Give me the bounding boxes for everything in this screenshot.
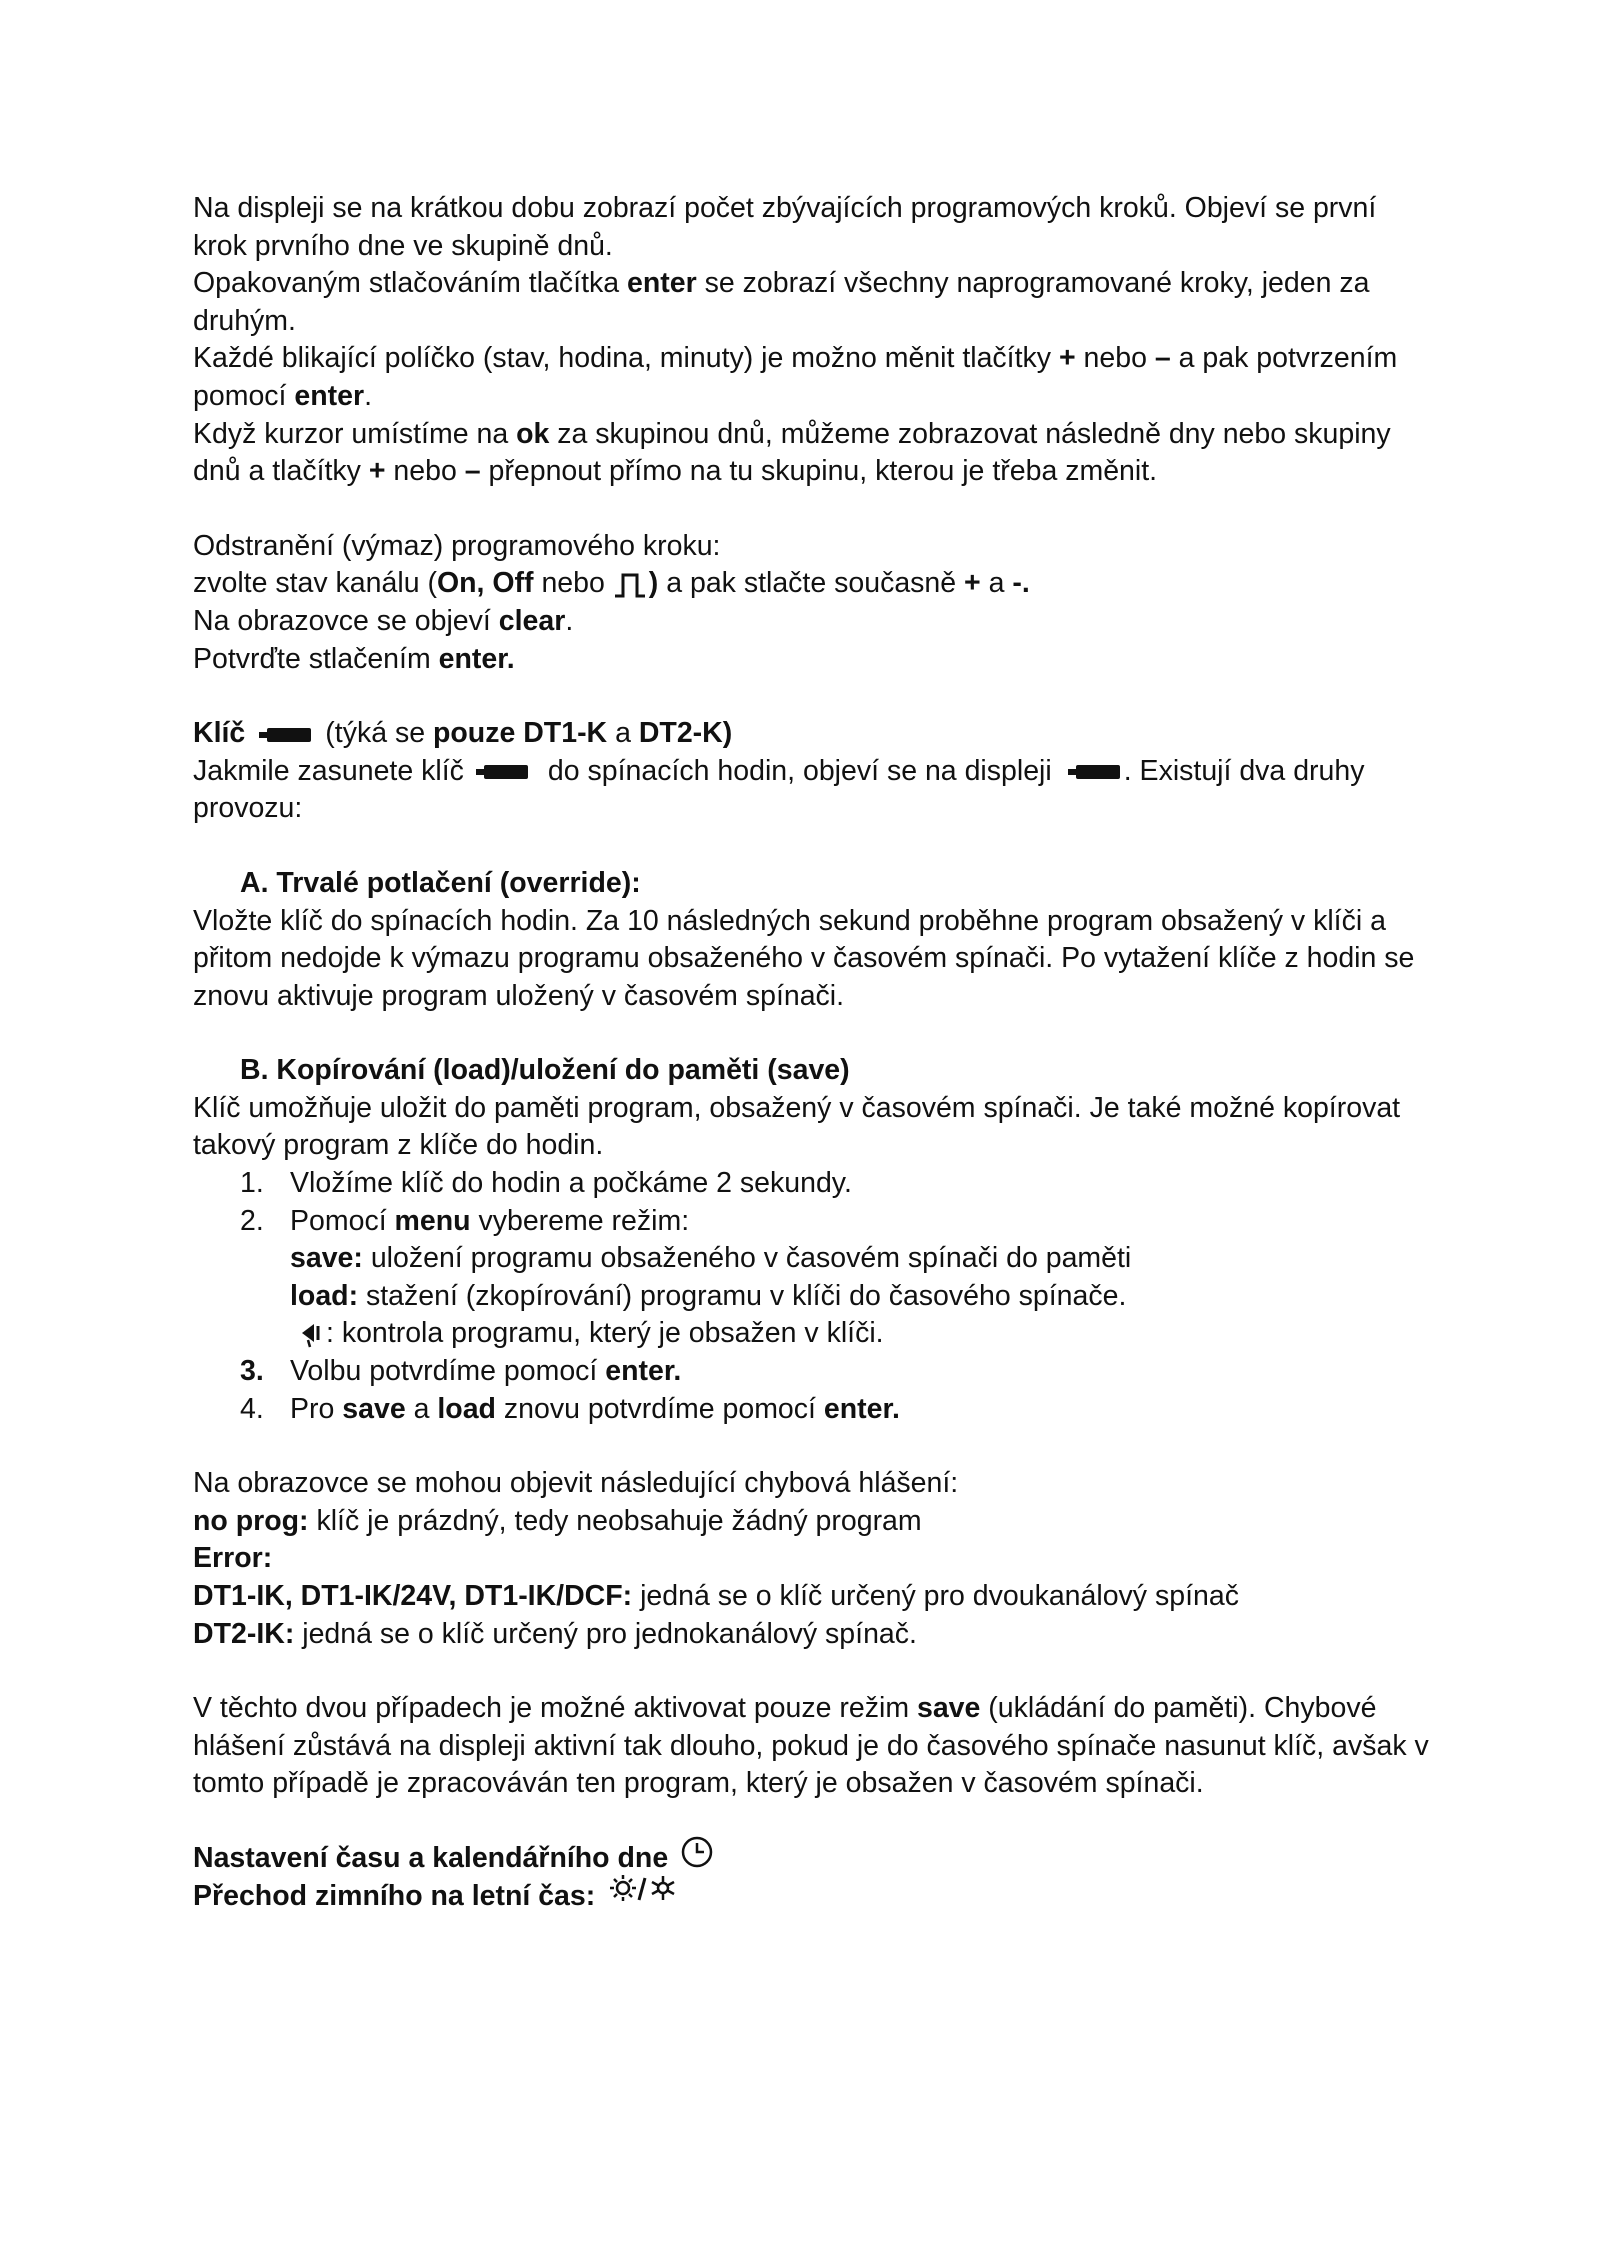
heading-load-save: B. Kopírování (load)/uložení do paměti (save)	[240, 1054, 850, 1087]
paragraph-clear: Na obrazovce se objeví clear.	[193, 604, 574, 637]
sub-item-load: load: stažení (zkopírování) programu v klíči do časového spínače.	[290, 1279, 1127, 1312]
paragraph-blinking-field: Každé blikající políčko (stav, hodina, minuty) je možno měnit tlačítky + nebo – a pak potvrzením pomocí enter.	[193, 342, 1398, 412]
heading-override: A. Trvalé potlačení (override):	[240, 866, 641, 899]
paragraph-key-insert: Jakmile zasunete klíč do spínacích hodin, objeví se na displeji . Existují dva druhy provozu:	[193, 754, 1365, 825]
paragraph-no-prog: no prog: klíč je prázdný, tedy neobsahuje žádný program	[193, 1504, 922, 1537]
paragraph-confirm-enter: Potvrďte stlačením enter.	[193, 642, 515, 675]
sub-item-check: : kontrola programu, který je obsažen v klíči.	[193, 1315, 1433, 1353]
key-icon	[1076, 765, 1120, 779]
paragraph-cursor-ok: Když kurzor umístíme na ok za skupinou dnů, můžeme zobrazovat následně dny nebo skupiny dnů a tlačítky + nebo – přepnout přímo na tu skupinu, kterou je třeba změnit.	[193, 417, 1391, 488]
heading-key: Klíč (týká se pouze DT1-K a DT2-K)	[193, 717, 733, 750]
key-icon	[267, 728, 311, 742]
paragraph-enter-repeat: Opakovaným stlačováním tlačítka enter se zobrazí všechny naprogramované kroky, jeden za druhým.	[193, 267, 1370, 337]
paragraph-error-label: Error:	[193, 1542, 273, 1575]
list-item-step-1: 1. Vložíme klíč do hodin a počkáme 2 sekundy.	[240, 1167, 852, 1200]
heading-summer-winter: Přechod zimního na letní čas:	[193, 1878, 1433, 1916]
list-item-step-2: 2. Pomocí menu vybereme režim:	[240, 1204, 690, 1237]
heading-time-date: Nastavení času a kalendářního dne	[193, 1840, 1433, 1878]
heading-delete-step: Odstranění (výmaz) programového kroku:	[193, 529, 721, 562]
paragraph-error-dt2: DT2-IK: jedná se o klíč určený pro jednokanálový spínač.	[193, 1617, 917, 1650]
pulse-icon	[613, 570, 649, 600]
paragraph-save-only: V těchto dvou případech je možné aktivovat pouze režim save (ukládání do paměti). Chybové hlášení zůstává na displeji aktivní tak dlouho, pokud je do časového spínače nasunut klíč, avšak v tomto případě je zpracováván ten program, který je obsažen v časovém spínači.	[193, 1692, 1429, 1800]
sun-snowflake-icon	[609, 1874, 681, 1908]
paragraph-display-steps: Na displeji se na krátkou dobu zobrazí počet zbývajících programových kroků. Objeví se první krok prvního dne ve skupině dnů.	[193, 192, 1377, 262]
clock-icon	[680, 1835, 714, 1869]
paragraph-error-intro: Na obrazovce se mohou objevit následující chybová hlášení:	[193, 1467, 959, 1500]
paragraph-error-dt1: DT1-IK, DT1-IK/24V, DT1-IK/DCF: jedná se o klíč určený pro dvoukanálový spínač	[193, 1580, 1239, 1612]
sub-item-save: save: uložení programu obsaženého v časovém spínači do paměti	[290, 1242, 1132, 1275]
paragraph-delete-instructions: zvolte stav kanálu (On, Off nebo ) a pak stlačte současně + a -.	[193, 567, 1030, 600]
document-body	[193, 190, 1433, 1915]
paragraph-override: Vložte klíč do spínacích hodin. Za 10 následných sekund proběhne program obsažený v klíči a přitom nedojde k výmazu programu obsaženého v časovém spínači. Po vytažení klíče z hodin se znovu aktivuje program uložený v časovém spínači.	[193, 904, 1415, 1012]
list-item-step-3: 3. Volbu potvrdíme pomocí enter.	[240, 1355, 682, 1388]
check-key-icon	[294, 1320, 326, 1350]
list-item-step-4: 4. Pro save a load znovu potvrdíme pomocí enter.	[240, 1392, 900, 1425]
paragraph-load-save: Klíč umožňuje uložit do paměti program, obsažený v časovém spínači. Je také možné kopírovat takový program z klíče do hodin.	[193, 1091, 1401, 1162]
key-icon	[484, 765, 528, 779]
